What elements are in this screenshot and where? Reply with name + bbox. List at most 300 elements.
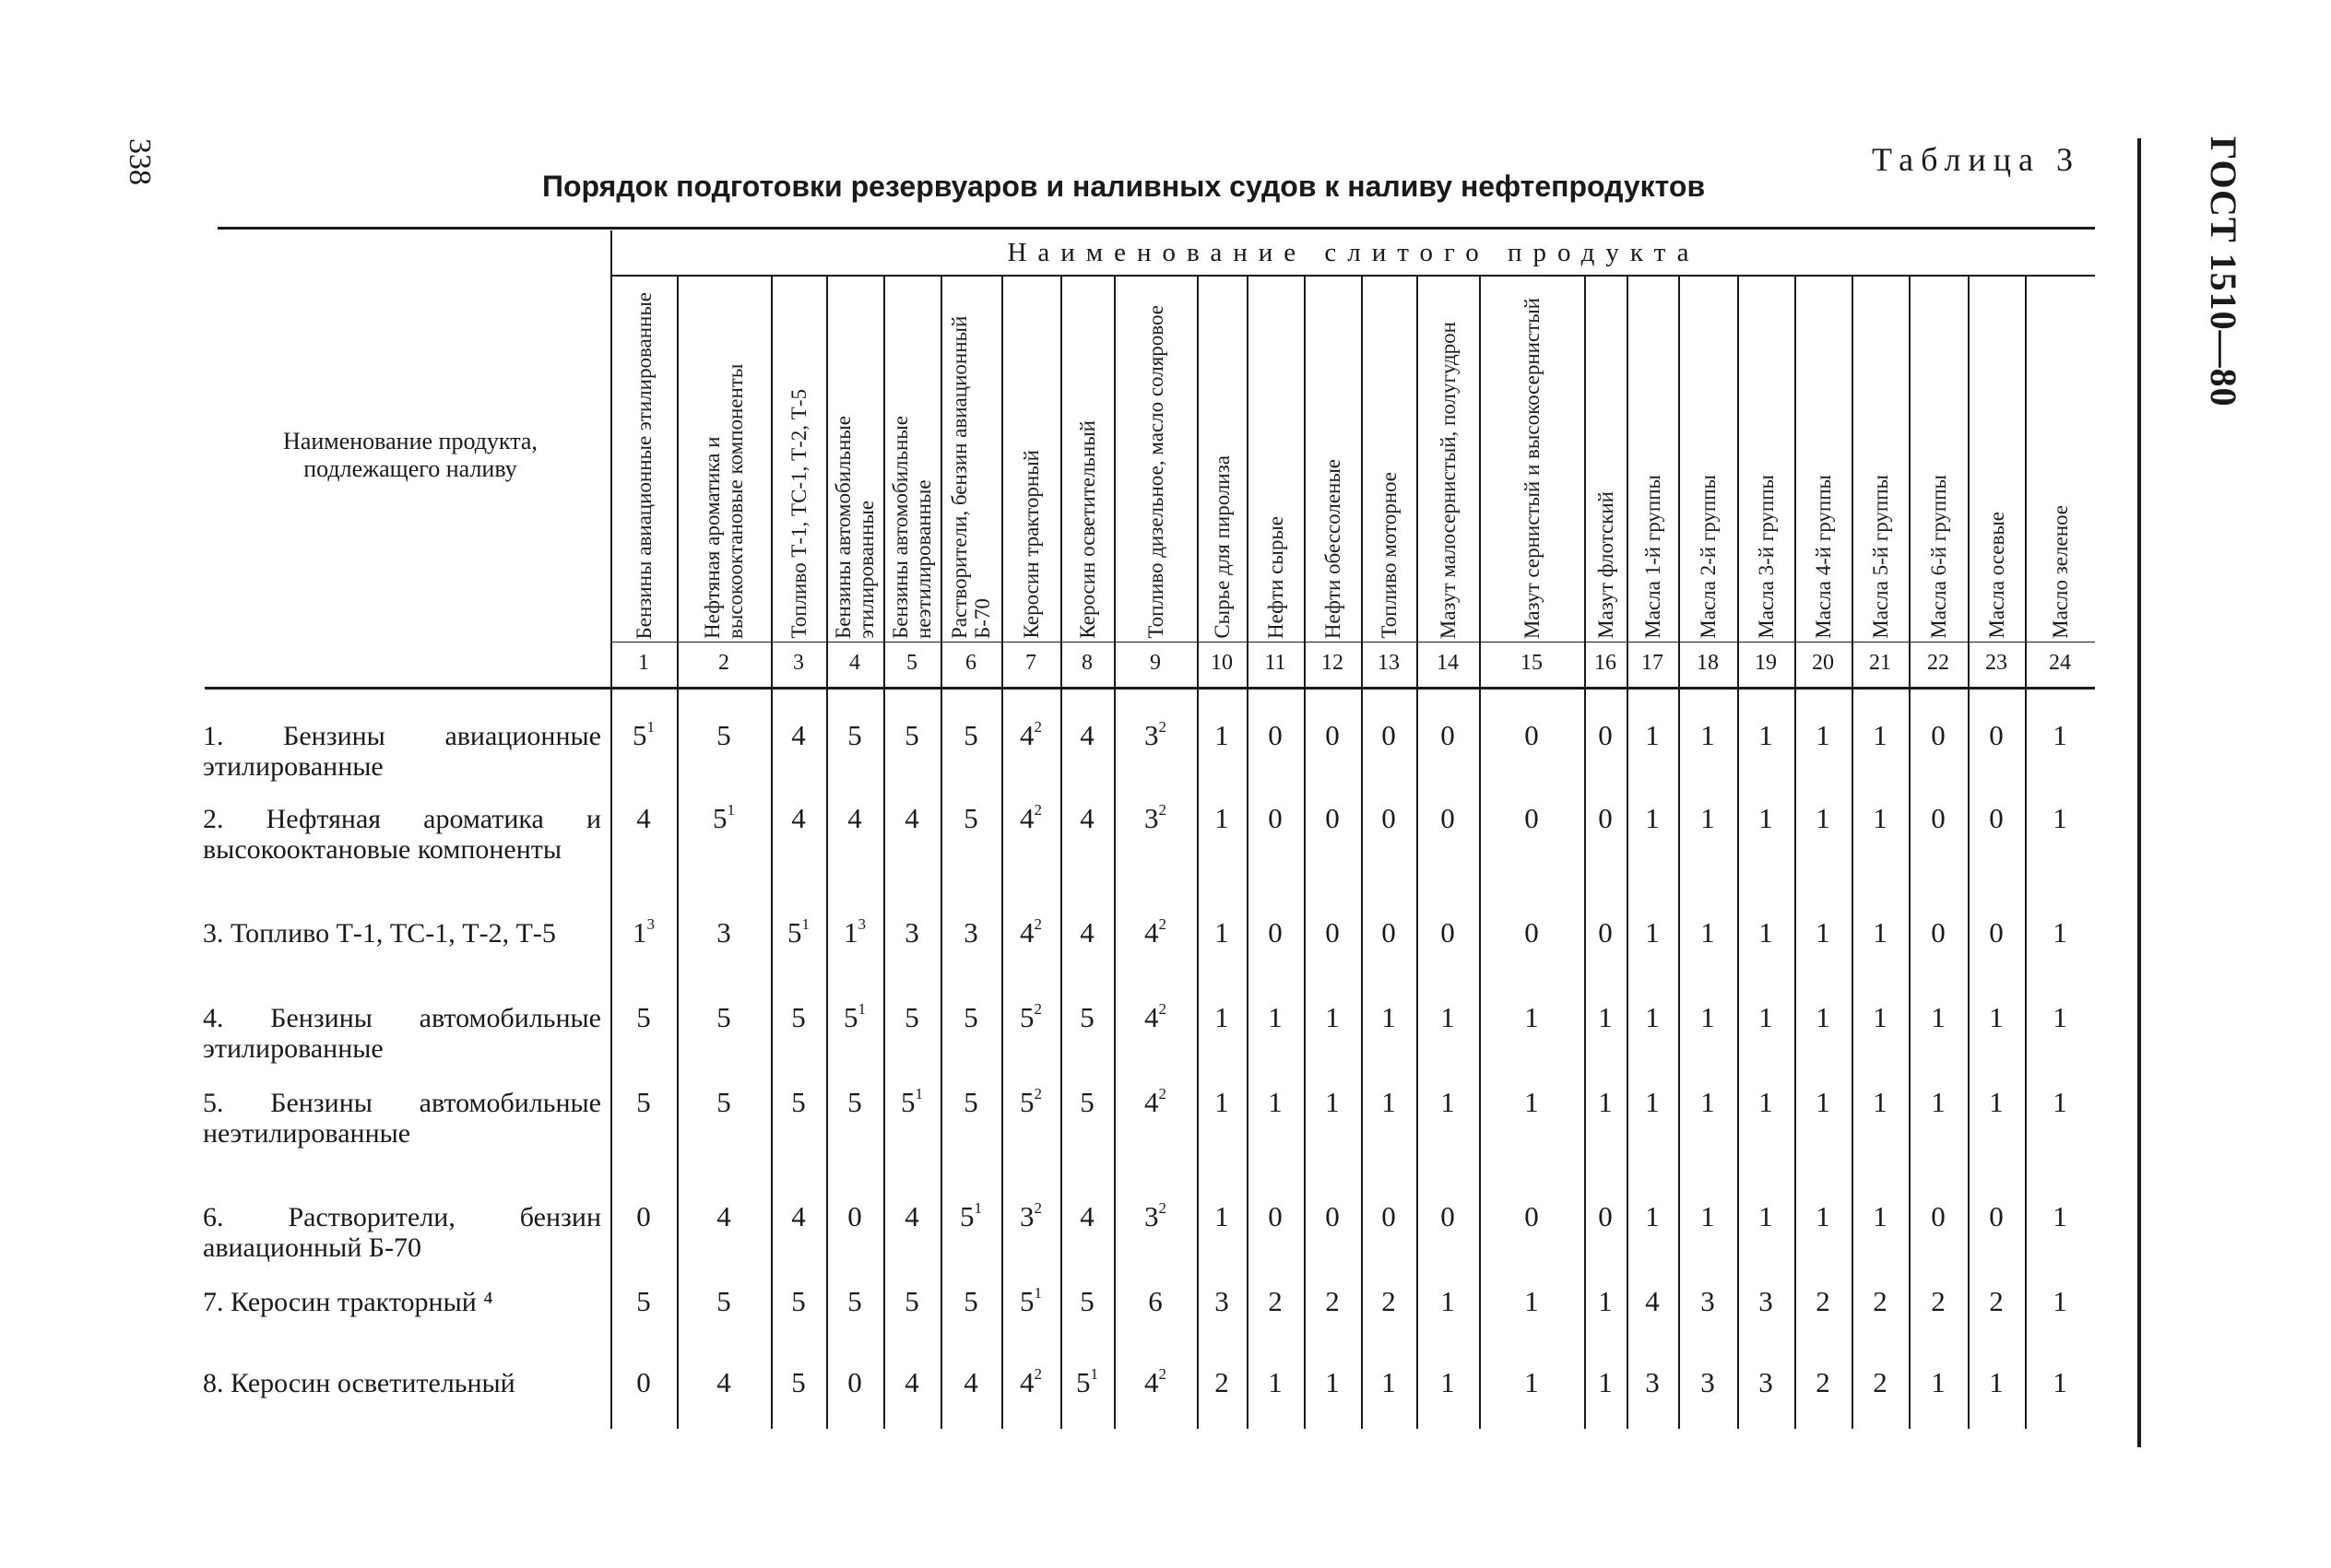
table-cell: 1 <box>1700 916 1715 949</box>
column-divider-line <box>1737 277 1739 1429</box>
table-cell: 4 <box>716 1366 731 1398</box>
column-number: 4 <box>849 651 860 675</box>
cell-footnote-mark: 3 <box>646 915 655 933</box>
table-cell: 1 <box>2053 802 2067 834</box>
table-cell: 1 <box>1325 1001 1340 1033</box>
column-header <box>1968 281 2025 639</box>
table-cell: 1 <box>2053 1200 2067 1232</box>
table-cell: $4^2$ <box>1020 801 1042 834</box>
table-cell: 4 <box>791 802 806 834</box>
table-cell: 2 <box>1931 1285 1946 1317</box>
table-cell: 1 <box>1214 1086 1229 1118</box>
column-number: 3 <box>793 651 804 675</box>
table-cell: 1 <box>1645 802 1660 834</box>
cell-footnote-mark: 2 <box>1034 1199 1042 1217</box>
column-number: 12 <box>1321 651 1343 675</box>
table-cell: 0 <box>1325 802 1340 834</box>
table-cell: 1 <box>1758 1001 1773 1033</box>
table-cell: 2 <box>1816 1366 1830 1398</box>
table-cell: 2 <box>1214 1366 1229 1398</box>
table-cell: 2 <box>1325 1285 1340 1317</box>
table-cell: 0 <box>1598 916 1613 949</box>
table-cell: $5^1$ <box>901 1085 923 1118</box>
table-cell: 1 <box>1598 1001 1613 1033</box>
row-label: 1. Бензины авиационные этилированные <box>203 721 601 782</box>
table-cell: 5 <box>716 1086 731 1118</box>
table-cell: 1 <box>1524 1366 1539 1398</box>
table-cell: 1 <box>1268 1086 1283 1118</box>
column-header <box>1114 281 1197 639</box>
column-header-label: Керосин осветительный <box>1075 420 1099 639</box>
table-cell: 0 <box>1381 916 1396 949</box>
column-header-label: Мазут малосернистый, полугудрон <box>1436 321 1460 639</box>
column-divider-line <box>1584 277 1586 1429</box>
row-label: 8. Керосин осветительный <box>203 1368 515 1398</box>
table-cell: 1 <box>1645 1086 1660 1118</box>
column-divider-line <box>771 277 773 1429</box>
table-cell: 1 <box>1816 1001 1830 1033</box>
stub-header: Наименование продукта, подлежащего наливу <box>283 428 538 482</box>
table-cell: $5^1$ <box>960 1199 982 1232</box>
row-label: 3. Топливо Т-1, ТС-1, Т-2, Т-5 <box>203 918 556 949</box>
cell-footnote-mark: 1 <box>801 915 810 933</box>
table-cell: 1 <box>1816 802 1830 834</box>
table-cell: 1 <box>1700 719 1715 751</box>
table-cell: 1 <box>1598 1285 1613 1317</box>
table-cell: 5 <box>716 1001 731 1033</box>
column-header-label: Масла 4-й группы <box>1811 475 1835 639</box>
table-cell: 1 <box>1816 1200 1830 1232</box>
table-cell: 0 <box>1268 1200 1283 1232</box>
table-cell: $3^2$ <box>1020 1199 1042 1232</box>
column-number: 9 <box>1150 651 1161 675</box>
table-cell: 1 <box>1524 1285 1539 1317</box>
column-number: 6 <box>965 651 976 675</box>
column-header <box>1794 281 1852 639</box>
table-cell: 5 <box>964 1285 978 1317</box>
column-divider-line <box>1852 277 1853 1429</box>
table-cell: 1 <box>1873 1001 1887 1033</box>
column-header-label: Нефти сырые <box>1263 516 1287 639</box>
column-header <box>1627 281 1678 639</box>
table-cell: 5 <box>636 1001 651 1033</box>
table-cell: 0 <box>636 1200 651 1232</box>
table-cell: 0 <box>1524 916 1539 949</box>
column-header-label: Керосин тракторный <box>1019 450 1043 639</box>
table-cell: 1 <box>1598 1086 1613 1118</box>
table-cell: 0 <box>1524 719 1539 751</box>
column-number: 20 <box>1812 651 1834 675</box>
column-number: 15 <box>1520 651 1543 675</box>
table-cell: 1 <box>2053 1285 2067 1317</box>
column-divider-line <box>1627 277 1628 1429</box>
table-cell: 0 <box>1931 916 1946 949</box>
column-divider-line <box>826 277 828 1429</box>
table-cell: 0 <box>1440 802 1455 834</box>
column-header <box>2025 281 2095 639</box>
table-cell: 2 <box>1816 1285 1830 1317</box>
table-cell: 1 <box>1989 1086 2004 1118</box>
column-number: 10 <box>1211 651 1233 675</box>
cell-footnote-mark: 2 <box>1034 801 1042 819</box>
page-number: 338 <box>123 138 157 185</box>
table-cell: 1 <box>2053 719 2067 751</box>
column-header-label: Нефти обессоленые <box>1320 458 1344 639</box>
cell-footnote-mark: 2 <box>1158 801 1166 819</box>
column-header <box>826 281 883 639</box>
column-header-label: Масла 5-й группы <box>1868 475 1892 639</box>
table-cell: 5 <box>636 1086 651 1118</box>
table-cell: 1 <box>1700 1200 1715 1232</box>
column-header-label: Масло зеленое <box>2048 505 2072 639</box>
cell-footnote-mark: 2 <box>1158 1199 1166 1217</box>
column-header-label: Нефтяная ароматика и высокооктановые компоненты <box>701 363 747 639</box>
table-cell: 1 <box>1524 1001 1539 1033</box>
table-cell: 3 <box>1645 1366 1660 1398</box>
table-cell: 2 <box>1268 1285 1283 1317</box>
table-cell: 4 <box>636 802 651 834</box>
table-cell: $5^2$ <box>1020 1085 1042 1118</box>
table-cell: 1 <box>1598 1366 1613 1398</box>
table-cell: 1 <box>1440 1366 1455 1398</box>
table-cell: 0 <box>1381 1200 1396 1232</box>
table-cell: 0 <box>1381 802 1396 834</box>
column-header-label: Сырье для пиролиза <box>1210 455 1234 639</box>
table-cell: 1 <box>1816 916 1830 949</box>
table-cell: 5 <box>791 1285 806 1317</box>
table-cell: 0 <box>1268 802 1283 834</box>
table-cell: $4^2$ <box>1020 718 1042 751</box>
row-label: 5. Бензины автомобильные неэтилированные <box>203 1088 601 1149</box>
table-cell: $5^1$ <box>1020 1284 1042 1317</box>
table-cell: 4 <box>716 1200 731 1232</box>
table-cell: 1 <box>1381 1001 1396 1033</box>
cell-footnote-mark: 1 <box>646 718 655 736</box>
column-header-label: Масла 1-й группы <box>1640 475 1664 639</box>
table-cell: 0 <box>1989 719 2004 751</box>
table-cell: 1 <box>1700 1086 1715 1118</box>
table-cell: 1 <box>1381 1086 1396 1118</box>
column-header-label: Мазут сернистый и высокосернистый <box>1520 297 1544 639</box>
table-cell: 4 <box>847 802 862 834</box>
table-cell: 1 <box>1931 1086 1946 1118</box>
table-cell: 1 <box>1645 1001 1660 1033</box>
table-cell: 0 <box>1440 719 1455 751</box>
table-cell: 4 <box>1080 802 1095 834</box>
table-cell: 0 <box>1598 719 1613 751</box>
table-cell: 1 <box>1645 916 1660 949</box>
table-title: Порядок подготовки резервуаров и наливных судов к наливу нефтепродуктов <box>542 170 1706 203</box>
column-header <box>1479 281 1584 639</box>
table-cell: 5 <box>847 1086 862 1118</box>
table-cell: 4 <box>964 1366 978 1398</box>
table-cell: $4^2$ <box>1020 1365 1042 1398</box>
table-cell: 1 <box>1214 1200 1229 1232</box>
column-divider-line <box>1479 277 1481 1429</box>
table-cell: 1 <box>1440 1086 1455 1118</box>
table-cell: $4^2$ <box>1144 1000 1166 1033</box>
table-cell: 3 <box>716 916 731 949</box>
column-header <box>1304 281 1361 639</box>
table-cell: 4 <box>1645 1285 1660 1317</box>
row-label: 7. Керосин тракторный ⁴ <box>203 1287 493 1317</box>
table-cell: 5 <box>791 1366 806 1398</box>
table-cell: 2 <box>1873 1285 1887 1317</box>
column-number: 5 <box>906 651 917 675</box>
table-cell: 1 <box>1268 1366 1283 1398</box>
column-header <box>1852 281 1909 639</box>
column-number: 17 <box>1641 651 1663 675</box>
table-cell: 1 <box>1700 802 1715 834</box>
table-cell: 5 <box>791 1086 806 1118</box>
cell-footnote-mark: 2 <box>1158 1000 1166 1018</box>
group-header-rule <box>610 275 2095 277</box>
table-cell: 1 <box>1873 1086 1887 1118</box>
column-number: 2 <box>718 651 729 675</box>
table-cell: 5 <box>1080 1285 1095 1317</box>
table-cell: $5^1$ <box>844 1000 866 1033</box>
column-number-rule <box>610 642 2095 643</box>
table-cell: $3^2$ <box>1144 801 1166 834</box>
column-header-label: Бензины автомобильные этилированные <box>832 416 878 639</box>
table-cell: 1 <box>1700 1001 1715 1033</box>
column-divider-line <box>1678 277 1680 1429</box>
row-label: 6. Растворители, бензин авиационный Б-70 <box>203 1202 601 1263</box>
table-cell: 0 <box>636 1366 651 1398</box>
table-cell: $1^3$ <box>633 915 655 949</box>
table-cell: 3 <box>1700 1285 1715 1317</box>
column-header <box>1001 281 1060 639</box>
column-header <box>1678 281 1737 639</box>
table-cell: 5 <box>964 802 978 834</box>
column-header-label: Растворители, бензин авиационный Б-70 <box>948 315 994 639</box>
column-number: 14 <box>1437 651 1459 675</box>
table-cell: 4 <box>905 1366 919 1398</box>
column-number: 16 <box>1594 651 1616 675</box>
table-cell: 4 <box>1080 916 1095 949</box>
column-number: 23 <box>1985 651 2007 675</box>
column-number: 8 <box>1082 651 1093 675</box>
table-cell: $4^2$ <box>1144 1085 1166 1118</box>
cell-footnote-mark: 2 <box>1158 718 1166 736</box>
table-cell: 1 <box>1758 916 1773 949</box>
table-cell: 1 <box>2053 1366 2067 1398</box>
column-number: 1 <box>638 651 649 675</box>
table-cell: $4^2$ <box>1020 915 1042 949</box>
table-cell: 1 <box>1816 719 1830 751</box>
column-header <box>1584 281 1627 639</box>
cell-footnote-mark: 2 <box>1158 915 1166 933</box>
cell-footnote-mark: 3 <box>858 915 866 933</box>
column-divider-line <box>677 277 679 1429</box>
table-cell: 1 <box>1440 1285 1455 1317</box>
table-cell: 1 <box>1268 1001 1283 1033</box>
column-header-label: Бензины авиационные этилированные <box>632 291 656 639</box>
table-cell: 0 <box>1325 719 1340 751</box>
table-cell: 0 <box>1989 1200 2004 1232</box>
table-cell: 4 <box>905 1200 919 1232</box>
cell-footnote-mark: 2 <box>1034 915 1042 933</box>
table-cell: 5 <box>905 1285 919 1317</box>
cell-footnote-mark: 1 <box>858 1000 866 1018</box>
table-cell: 3 <box>1758 1366 1773 1398</box>
cell-footnote-mark: 1 <box>974 1199 982 1217</box>
table-cell: 3 <box>1700 1366 1715 1398</box>
column-divider-line <box>883 277 885 1429</box>
table-cell: 0 <box>1268 719 1283 751</box>
column-header-label: Масла 6-й группы <box>1926 475 1950 639</box>
table-cell: 0 <box>1931 719 1946 751</box>
table-cell: 5 <box>716 1285 731 1317</box>
column-header-label: Бензины автомобильные неэтилированные <box>889 416 935 639</box>
row-label: 4. Бензины автомобильные этилированные <box>203 1003 601 1064</box>
table-cell: 6 <box>1148 1285 1163 1317</box>
table-cell: 1 <box>1989 1001 2004 1033</box>
cell-footnote-mark: 2 <box>1158 1085 1166 1102</box>
table-cell: 1 <box>1214 719 1229 751</box>
table-cell: $3^2$ <box>1144 1199 1166 1232</box>
column-divider-line <box>1060 277 1062 1429</box>
column-header <box>677 281 771 639</box>
table-cell: $4^2$ <box>1144 1365 1166 1398</box>
standard-code: ГОСТ 1510—80 <box>2203 136 2244 407</box>
column-header <box>1197 281 1247 639</box>
column-number: 18 <box>1697 651 1719 675</box>
column-header <box>1361 281 1416 639</box>
table-cell: 5 <box>716 719 731 751</box>
cell-footnote-mark: 1 <box>727 801 735 819</box>
cell-footnote-mark: 1 <box>1034 1284 1042 1302</box>
column-divider-line <box>941 277 942 1429</box>
column-header-label: Топливо Т-1, ТС-1, Т-2, Т-5 <box>787 389 811 639</box>
table-cell: 1 <box>1325 1086 1340 1118</box>
table-cell: 0 <box>1931 1200 1946 1232</box>
column-divider-line <box>1001 277 1003 1429</box>
table-label: Таблица 3 <box>1872 141 2080 178</box>
cell-footnote-mark: 2 <box>1034 1000 1042 1018</box>
group-header: Наименование слитого продукта <box>1007 238 1700 267</box>
table-cell: $5^1$ <box>787 915 810 949</box>
table-cell: 1 <box>1758 1086 1773 1118</box>
table-cell: 0 <box>1524 802 1539 834</box>
cell-footnote-mark: 2 <box>1158 1365 1166 1383</box>
table-cell: $4^2$ <box>1144 915 1166 949</box>
table-cell: 1 <box>2053 916 2067 949</box>
column-header-label: Масла 2-й группы <box>1696 475 1720 639</box>
table-cell: 5 <box>905 1001 919 1033</box>
table-cell: 3 <box>1758 1285 1773 1317</box>
column-divider-line <box>1361 277 1363 1429</box>
column-header <box>1737 281 1794 639</box>
table-cell: 1 <box>1931 1366 1946 1398</box>
table-cell: 5 <box>791 1001 806 1033</box>
column-number: 7 <box>1025 651 1036 675</box>
table-cell: 2 <box>1381 1285 1396 1317</box>
column-header-label: Масла осевые <box>1984 512 2008 639</box>
column-divider-line <box>1197 277 1199 1429</box>
table-cell: 5 <box>1080 1001 1095 1033</box>
cell-footnote-mark: 2 <box>1034 1085 1042 1102</box>
table-cell: 0 <box>1381 719 1396 751</box>
table-cell: $1^3$ <box>844 915 866 949</box>
table-cell: 1 <box>1873 916 1887 949</box>
table-cell: 0 <box>1268 916 1283 949</box>
table-cell: 5 <box>1080 1086 1095 1118</box>
cell-footnote-mark: 1 <box>915 1085 923 1102</box>
column-header <box>1247 281 1304 639</box>
cell-footnote-mark: 2 <box>1034 1365 1042 1383</box>
column-divider-line <box>1968 277 1970 1429</box>
column-header-label: Мазут флотский <box>1593 491 1617 639</box>
row-label: 2. Нефтяная ароматика и высокооктановые компоненты <box>203 804 601 865</box>
table-cell: 5 <box>847 1285 862 1317</box>
table-cell: 4 <box>905 802 919 834</box>
table-cell: 1 <box>1214 916 1229 949</box>
table-cell: 0 <box>847 1200 862 1232</box>
table-cell: 0 <box>1931 802 1946 834</box>
table-cell: 0 <box>1325 916 1340 949</box>
column-number: 21 <box>1869 651 1891 675</box>
column-header <box>1416 281 1479 639</box>
table-cell: $5^2$ <box>1020 1000 1042 1033</box>
table-cell: 0 <box>1440 916 1455 949</box>
column-number: 19 <box>1755 651 1777 675</box>
column-divider-line <box>1247 277 1248 1429</box>
column-divider-line <box>1794 277 1796 1429</box>
table-cell: 0 <box>1524 1200 1539 1232</box>
table-cell: 1 <box>1214 1001 1229 1033</box>
column-divider-line <box>2025 277 2027 1429</box>
table-cell: 0 <box>847 1366 862 1398</box>
table-cell: 0 <box>1598 802 1613 834</box>
table-cell: 1 <box>1931 1001 1946 1033</box>
table-cell: 0 <box>1989 802 2004 834</box>
table-cell: $5^1$ <box>633 718 655 751</box>
table-cell: 1 <box>1873 719 1887 751</box>
cell-footnote-mark: 1 <box>1090 1365 1098 1383</box>
table-cell: $5^1$ <box>713 801 735 834</box>
column-header <box>883 281 941 639</box>
column-header-label: Масла 3-й группы <box>1754 475 1778 639</box>
column-header <box>771 281 826 639</box>
table-cell: 5 <box>636 1285 651 1317</box>
table-cell: 3 <box>964 916 978 949</box>
table-cell: 2 <box>1989 1285 2004 1317</box>
table-cell: 4 <box>1080 1200 1095 1232</box>
table-cell: 5 <box>964 1086 978 1118</box>
column-header <box>941 281 1001 639</box>
column-header <box>1909 281 1968 639</box>
table-cell: 1 <box>1645 1200 1660 1232</box>
table-cell: 1 <box>1758 802 1773 834</box>
table-cell: 3 <box>905 916 919 949</box>
table-top-rule <box>218 227 2095 230</box>
table-cell: 1 <box>2053 1001 2067 1033</box>
cell-footnote-mark: 2 <box>1034 718 1042 736</box>
table-cell: 5 <box>847 719 862 751</box>
column-divider-line <box>1304 277 1306 1429</box>
table-cell: 5 <box>964 1001 978 1033</box>
table-cell: 1 <box>2053 1086 2067 1118</box>
column-number: 13 <box>1378 651 1400 675</box>
column-divider-line <box>1416 277 1418 1429</box>
table-cell: 1 <box>1214 802 1229 834</box>
column-number: 24 <box>2049 651 2071 675</box>
column-header-label: Топливо дизельное, масло соляровое <box>1143 305 1167 639</box>
table-cell: 4 <box>1080 719 1095 751</box>
table-cell: 1 <box>1524 1086 1539 1118</box>
table-cell: 5 <box>905 719 919 751</box>
